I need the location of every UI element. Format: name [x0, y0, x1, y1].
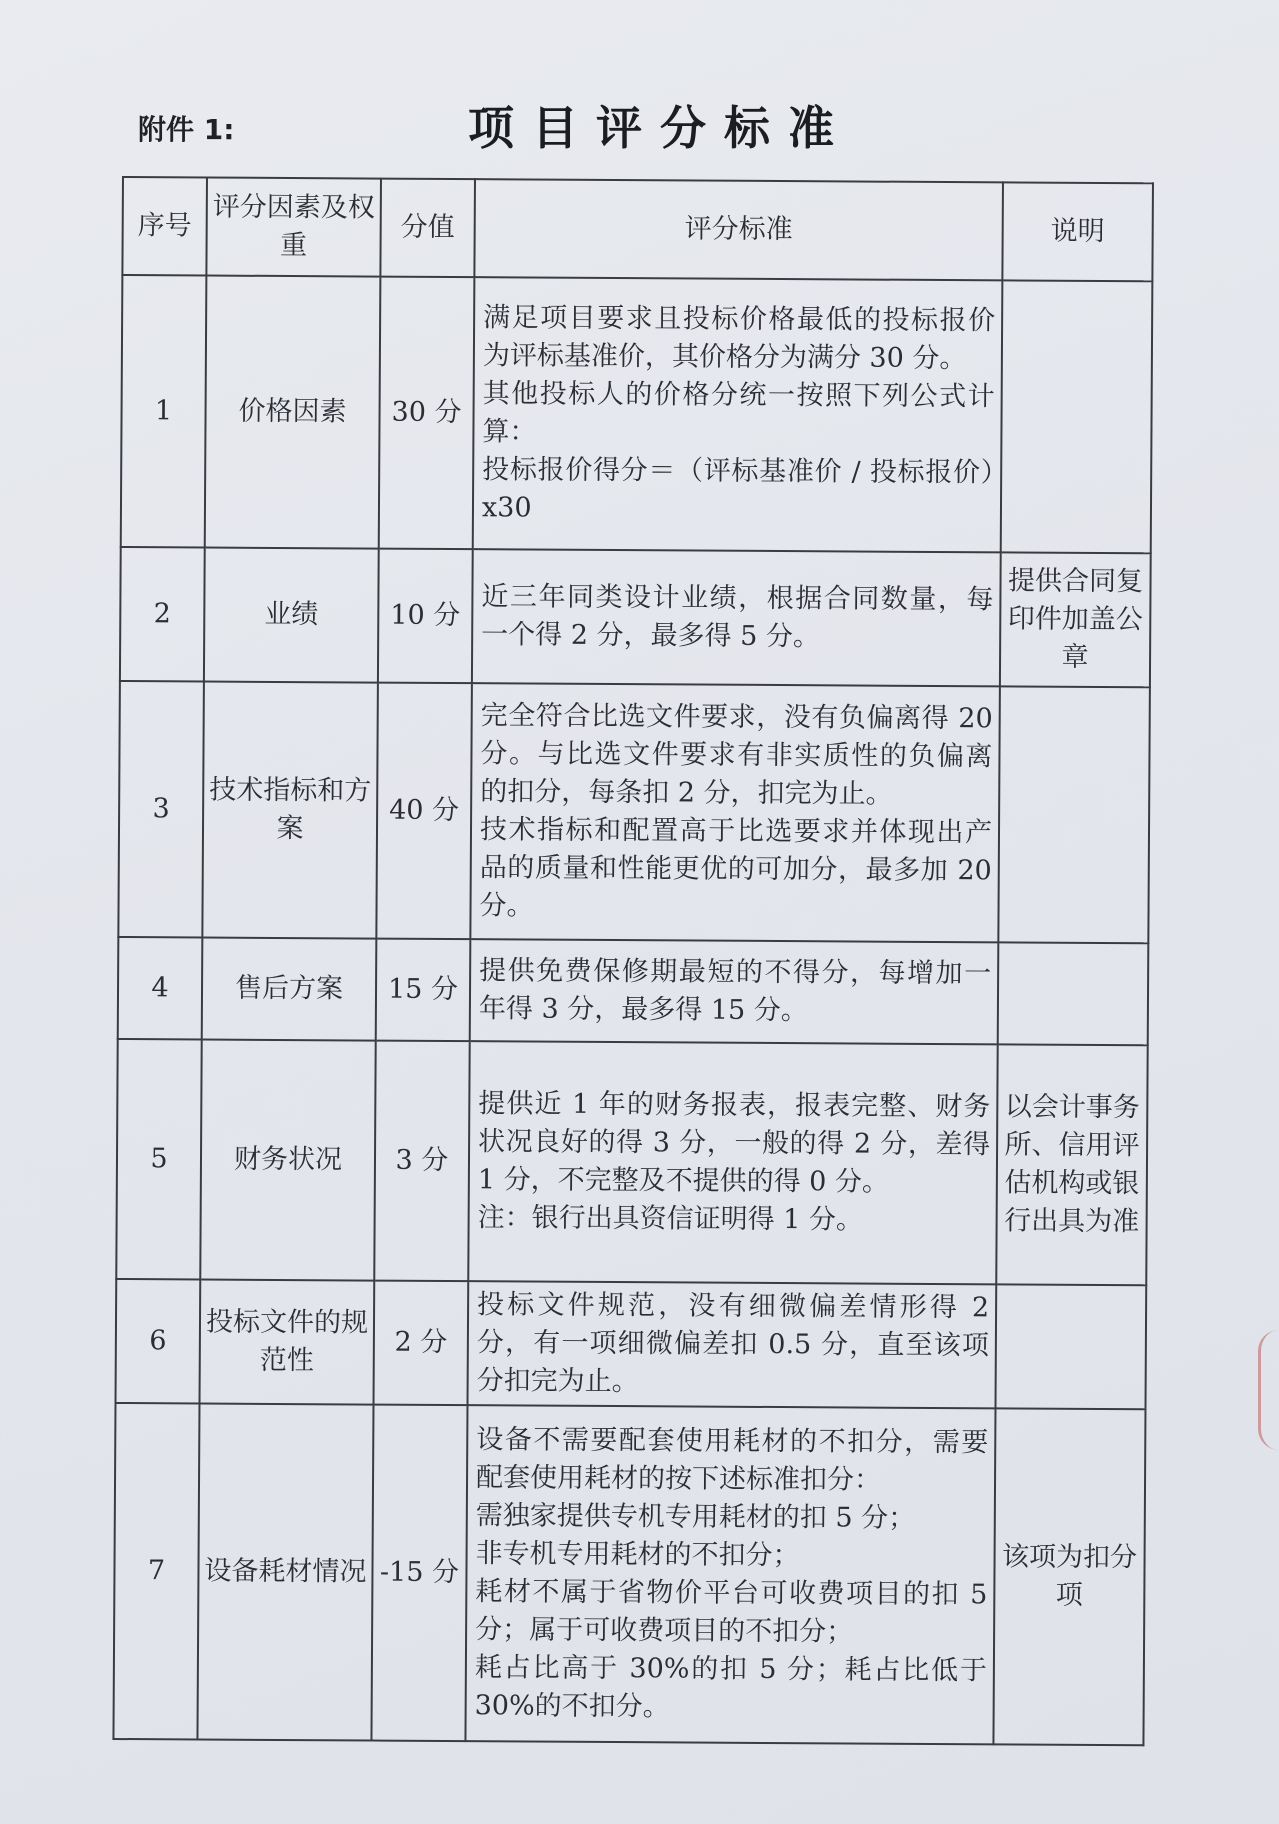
- row-points: 15 分: [376, 939, 471, 1042]
- table-row: [120, 547, 1151, 687]
- row-no: 5: [116, 1039, 201, 1280]
- row-points: 10 分: [378, 549, 473, 684]
- criteria-line: 近三年同类设计业绩，根据合同数量，每一个得 2 分，最多得 5 分。: [481, 581, 994, 653]
- criteria-line: 耗占比高于 30%的扣 5 分；耗占比低于 30%的不扣分。: [474, 1652, 987, 1723]
- table-row: [121, 275, 1153, 553]
- row-points: 3 分: [374, 1041, 469, 1282]
- header-points: 分值: [380, 179, 475, 278]
- row-factor: 技术指标和方案: [202, 682, 378, 939]
- row-no: 4: [118, 937, 203, 1040]
- criteria-line: 投标报价得分＝（评标基准价 / 投标报价）x30: [481, 454, 995, 524]
- criteria-line: 提供近 1 年的财务报表，报表完整、财务状况良好的得 3 分，一般的得 2 分，差得 1 分，不完整及不提供的得 0 分。: [477, 1088, 991, 1198]
- criteria-line: 技术指标和配置高于比选要求并体现出产品的质量和性能更优的可加分，最多加 20 分。: [479, 814, 993, 922]
- table-row: [116, 1279, 1147, 1409]
- criteria-line: 注：银行出具资信证明得 1 分。: [477, 1202, 864, 1236]
- table-row: [118, 681, 1150, 943]
- criteria-line: 提供免费保修期最短的不得分，每增加一年得 3 分，最多得 15 分。: [478, 955, 992, 1027]
- row-criteria: [470, 683, 1000, 942]
- row-points: 2 分: [373, 1281, 468, 1406]
- row-criteria: [472, 549, 1001, 686]
- criteria-line: 非专机专用耗材的不扣分；: [475, 1538, 800, 1572]
- row-factor: 设备耗材情况: [197, 1403, 373, 1740]
- page-title: 项目评分标准: [468, 101, 852, 155]
- row-no: 1: [121, 275, 207, 548]
- criteria-line: 耗材不属于省物价平台可收费项目的扣 5 分；属于可收费项目的不扣分；: [475, 1576, 988, 1648]
- criteria-line: 投标文件规范，没有细微偏差情形得 2 分，有一项细微偏差扣 0.5 分，直至该项分扣完为止。: [476, 1289, 990, 1398]
- table-row: [113, 1403, 1145, 1745]
- seal-edge-mark: [1258, 1330, 1279, 1450]
- table-header-row: [122, 177, 1153, 281]
- row-criteria: [473, 277, 1003, 552]
- header-factor: 评分因素及权重: [206, 178, 381, 277]
- header-no: 序号: [122, 177, 207, 276]
- criteria-line: 其他投标人的价格分统一按照下列公式计算：: [482, 378, 995, 448]
- attachment-label: 附件 1:: [138, 113, 235, 146]
- row-points: 40 分: [376, 683, 472, 940]
- row-note: [1001, 280, 1153, 553]
- header-note: 说明: [1002, 182, 1153, 281]
- row-note: [995, 1284, 1146, 1409]
- criteria-line: 设备不需要配套使用耗材的不扣分，需要配套使用耗材的按下述标准扣分：: [475, 1424, 989, 1496]
- criteria-line: 需独家提供专机专用耗材的扣 5 分；: [475, 1500, 916, 1534]
- scoring-table: [112, 176, 1154, 1746]
- row-no: 7: [113, 1403, 199, 1740]
- row-criteria: [468, 1041, 997, 1284]
- row-no: 2: [120, 547, 205, 682]
- row-factor: 售后方案: [202, 938, 377, 1041]
- row-points: 30 分: [379, 277, 475, 550]
- criteria-line: 满足项目要求且投标价格最低的投标报价为评标基准价，其价格分为满分 30 分。: [482, 302, 996, 375]
- row-factor: 业绩: [204, 548, 379, 683]
- criteria-line: 完全符合比选文件要求，没有负偏离得 20 分。与比选文件要求有非实质性的负偏离的扣分，每条扣 2 分，扣完为止。: [480, 700, 993, 810]
- row-points: -15 分: [371, 1405, 467, 1742]
- header-criteria: 评分标准: [474, 179, 1003, 280]
- row-criteria: [470, 939, 999, 1044]
- row-criteria: [465, 1405, 995, 1744]
- row-no: 3: [118, 681, 204, 938]
- row-criteria: [467, 1281, 996, 1408]
- row-note: 提供合同复印件加盖公章: [1000, 552, 1151, 687]
- row-no: 6: [116, 1279, 201, 1404]
- row-note: 该项为扣分项: [993, 1408, 1145, 1745]
- row-note: [998, 942, 1149, 1045]
- row-note: [998, 686, 1150, 943]
- row-factor: 价格因素: [205, 276, 381, 549]
- table-row: [116, 1039, 1147, 1285]
- row-factor: 财务状况: [200, 1040, 375, 1281]
- table-row: [118, 937, 1149, 1045]
- row-note: 以会计事务所、信用评估机构或银行出具为准: [996, 1044, 1147, 1285]
- row-factor: 投标文件的规范性: [200, 1279, 375, 1404]
